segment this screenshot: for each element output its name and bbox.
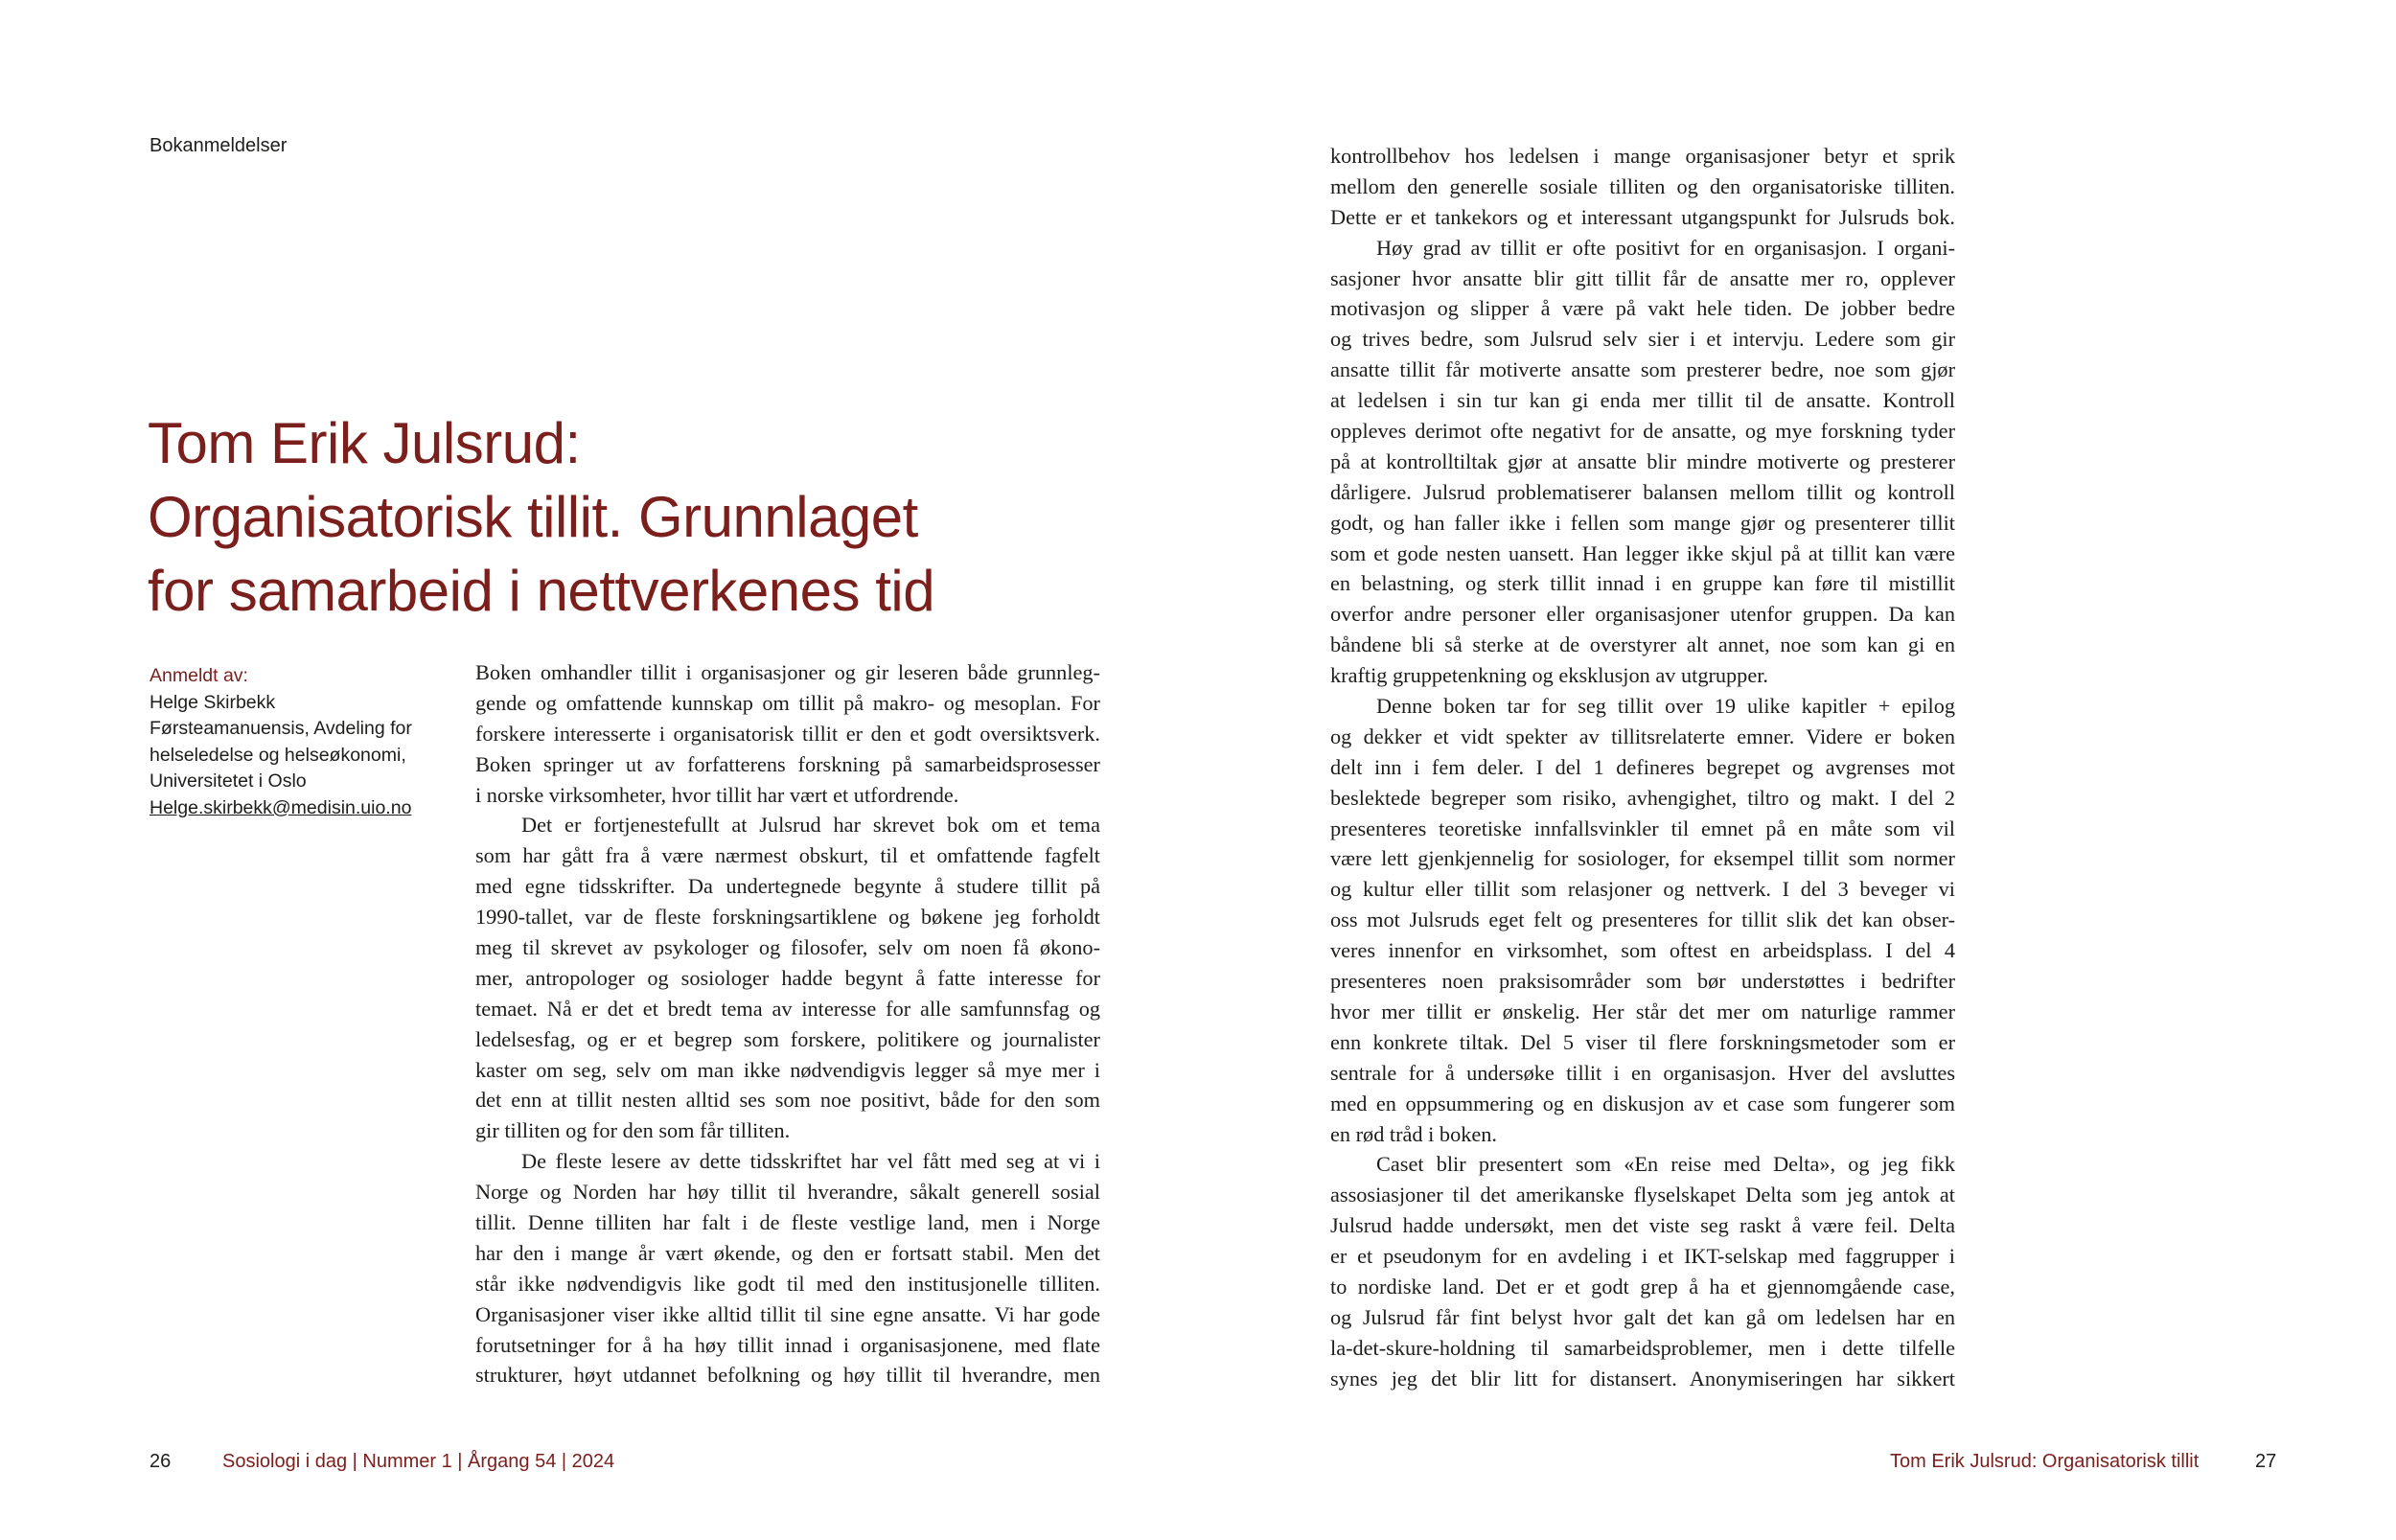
text-line: er et pseudonym for en avdeling i et IKT-selskap med faggrupper i [1330, 1244, 1955, 1269]
text-line: sasjoner hvor ansatte blir gitt tillit får de ansatte mer ro, opplever [1330, 265, 1955, 290]
text-line: at ledelsen i sin tur kan gi enda mer tillit til de ansatte. Kontroll [1330, 388, 1955, 413]
text-line: kontrollbehov hos ledelsen i mange organisasjoner betyr et sprik [1330, 144, 1955, 168]
reviewer-role: helseledelse og helseøkonomi, [150, 744, 406, 766]
text-line: i norske virksomheter, hvor tillit har vært et utfordrende. [475, 782, 959, 807]
text-line: gir tilliten og for den som får tilliten. [475, 1118, 791, 1143]
text-line: presenteres teoretiske innfallsvinkler til emnet på en måte som vil [1330, 816, 1955, 840]
text-line: som har gått fra å være nærmest obskurt, til et omfattende fagfelt [475, 843, 1100, 868]
title-line: for samarbeid i nettverkenes tid [148, 559, 935, 623]
text-line: Norge og Norden har høy tillit til hverandre, såkalt generell sosial [475, 1180, 1100, 1205]
text-line: Boken omhandler tillit i organisasjoner og gir leseren både grunnleg- [475, 660, 1100, 684]
text-line: Boken springer ut av forfatterens forskning på samarbeidsprosesser [475, 751, 1100, 776]
text-line: en belastning, og sterk tillit innad i en gruppe kan føre til mistillit [1330, 571, 1955, 596]
title-line: Organisatorisk tillit. Grunnlaget [148, 485, 918, 549]
text-line: enn konkrete tiltak. Del 5 viser til flere forskningsmetoder som er [1330, 1029, 1955, 1054]
text-line: sentrale for å undersøke tillit i en organisasjon. Hver del avsluttes [1330, 1060, 1955, 1085]
text-line: på at kontrolltiltak gjør at ansatte blir mindre motiverte og presterer [1330, 448, 1955, 473]
text-line: og dekker et vidt spekter av tillitsrelaterte emner. Videre er boken [1330, 724, 1955, 748]
text-line: forutsetninger for å ha høy tillit innad i organisasjonene, med flate [475, 1332, 1100, 1357]
text-line: og trives bedre, som Julsrud selv sier i et intervju. Ledere som gir [1330, 327, 1955, 352]
page-number-left: 26 [150, 1451, 172, 1472]
text-line: kraftig gruppetenkning og eksklusjon av utgrupper. [1330, 663, 1768, 688]
section-label: Bokanmeldelser [150, 135, 288, 156]
text-line: veres innenfor en virksomhet, som oftest en arbeidsplass. I del 4 [1330, 938, 1955, 963]
text-line: De fleste lesere av dette tidsskriftet har vel fått med seg at vi i [521, 1149, 1100, 1174]
running-footer-left: Sosiologi i dag | Nummer 1 | Årgang 54 | 2024 [222, 1451, 615, 1472]
text-line: mer, antropologer og sosiologer hadde begynt å fatte interesse for [475, 965, 1100, 990]
text-line: synes jeg det blir litt for distansert. Anonymiseringen har sikkert [1330, 1366, 1955, 1391]
text-line: to nordiske land. Det er et godt grep å ha et gjennomgående case, [1330, 1274, 1955, 1299]
text-line: Julsrud hadde undersøkt, men det viste seg raskt å være feil. Delta [1330, 1213, 1955, 1238]
text-line: temaet. Nå er det et bredt tema av interesse for alle samfunnsfag og [475, 996, 1100, 1021]
text-line: delt inn i fem deler. I del 1 defineres begrepet og avgrenses mot [1330, 754, 1955, 779]
text-line: med egne tidsskrifter. Da undertegnede begynte å studere tillit på [475, 874, 1100, 899]
text-line: dårligere. Julsrud problematiserer balansen mellom tillit og kontroll [1330, 479, 1955, 504]
reviewer-info [150, 663, 437, 821]
text-line: forskere interesserte i organisatorisk tillit er den et godt oversiktsverk. [475, 721, 1100, 746]
title-line: Tom Erik Julsrud: [148, 411, 581, 475]
text-line: Caset blir presentert som «En reise med Delta», og jeg fikk [1376, 1152, 1955, 1177]
reviewer-role: Førsteamanuensis, Avdeling for [150, 718, 412, 739]
text-line: det enn at tillit nesten alltid ses som noe positivt, både for den som [475, 1088, 1100, 1113]
text-line: og kultur eller tillit som relasjoner og nettverk. I del 3 beveger vi [1330, 877, 1955, 902]
text-line: Høy grad av tillit er ofte positivt for en organisasjon. I organi- [1376, 235, 1955, 260]
article-title [148, 406, 1010, 628]
text-line: hvor mer tillit er ønskelig. Her står det mer om naturlige rammer [1330, 999, 1955, 1023]
text-line: båndene bli så sterke at de overstyrer alt annet, noe som kan gi en [1330, 632, 1955, 657]
text-line: Dette er et tankekors og et interessant utgangspunkt for Julsruds bok. [1330, 204, 1955, 229]
text-line: Organisasjoner viser ikke alltid tillit til sine egne ansatte. Vi har gode [475, 1301, 1100, 1326]
reviewer-institution: Universitetet i Oslo [150, 770, 307, 792]
body-column-right [1330, 141, 1955, 1394]
body-column-left [475, 657, 1100, 1391]
page-number-right: 27 [2255, 1451, 2277, 1472]
reviewer-label: Anmeldt av: [150, 665, 248, 686]
text-line: gende og omfattende kunnskap om tillit på makro- og mesoplan. For [475, 690, 1100, 715]
text-line: Det er fortjenestefullt at Julsrud har skrevet bok om et tema [521, 813, 1100, 838]
text-line: oppleves derimot ofte negativt for de ansatte, og mye forskning tyder [1330, 419, 1955, 444]
text-line: med en oppsummering og en diskusjon av et case som fungerer som [1330, 1091, 1955, 1115]
text-line: la-det-skure-holdning til samarbeidsproblemer, men i dette tilfelle [1330, 1335, 1955, 1360]
text-line: Denne boken tar for seg tillit over 19 ulike kapitler + epilog [1376, 694, 1955, 719]
text-line: står ikke nødvendigvis like godt til med den institusjonelle tilliten. [475, 1271, 1100, 1296]
text-line: kaster om seg, selv om man ikke nødvendigvis legger så mye mer i [475, 1057, 1100, 1082]
text-line: som et gode nesten uansett. Han legger ikke skjul på at tillit kan være [1330, 540, 1955, 565]
text-line: ledelsesfag, og er et begrep som forskere, politikere og journalister [475, 1026, 1100, 1051]
reviewer-email-link[interactable]: Helge.skirbekk@medisin.uio.no [150, 796, 412, 818]
text-line: har den i mange år vært økende, og den er fortsatt stabil. Men det [475, 1240, 1100, 1265]
text-line: godt, og han faller ikke i fellen som mange gjør og presenterer tillit [1330, 510, 1955, 535]
text-line: 1990-tallet, var de fleste forskningsartiklene og bøkene jeg forholdt [475, 905, 1100, 930]
text-line: ansatte tillit får motiverte ansatte som presterer bedre, noe som gjør [1330, 357, 1955, 382]
text-line: være lett gjenkjennelig for sosiologer, for eksempel tillit som normer [1330, 846, 1955, 871]
text-line: overfor andre personer eller organisasjoner utenfor gruppen. Da kan [1330, 602, 1955, 627]
text-line: en rød tråd i boken. [1330, 1121, 1497, 1146]
running-footer-right: Tom Erik Julsrud: Organisatorisk tillit [1890, 1451, 2200, 1472]
reviewer-name: Helge Skirbekk [150, 691, 276, 713]
text-line: og Julsrud får fint belyst hvor galt det kan gå om ledelsen har en [1330, 1304, 1955, 1329]
text-line: presenteres noen praksisområder som bør understøttes i bedrifter [1330, 969, 1955, 994]
text-line: strukturer, høyt utdannet befolkning og høy tillit til hverandre, men [475, 1363, 1100, 1388]
text-line: beslektede begreper som risiko, avhengighet, tiltro og makt. I del 2 [1330, 785, 1955, 810]
text-line: mellom den generelle sosiale tilliten og den organisatoriske tilliten. [1330, 173, 1955, 198]
text-line: tillit. Denne tilliten har falt i de fleste vestlige land, men i Norge [475, 1210, 1100, 1235]
text-line: oss mot Julsruds eget felt og presenteres for tillit slik det kan obser- [1330, 908, 1955, 932]
text-line: assosiasjoner til det amerikanske flyselskapet Delta som jeg antok at [1330, 1183, 1955, 1207]
text-line: motivasjon og slipper å være på vakt hele tiden. De jobber bedre [1330, 296, 1955, 321]
text-line: meg til skrevet av psykologer og filosofer, selv om noen få økono- [475, 935, 1100, 960]
